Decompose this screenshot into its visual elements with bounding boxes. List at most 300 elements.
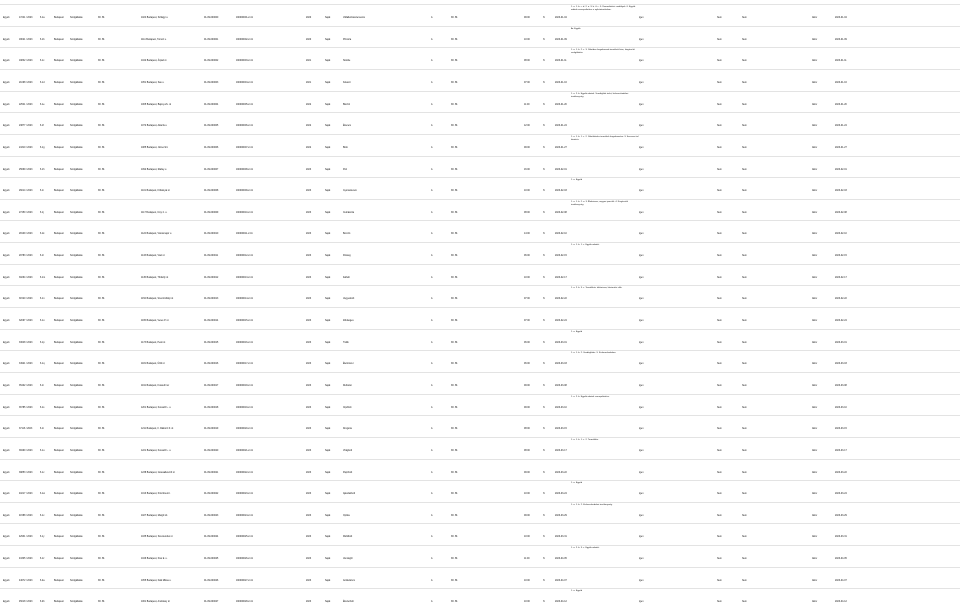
- table-cell: Nem: [717, 428, 722, 430]
- table-cell: Nem: [742, 407, 747, 409]
- table-cell: 2021: [306, 82, 312, 84]
- table-cell: 190000019-2-41: [236, 407, 253, 409]
- table-cell: Szolgáltatás: [70, 385, 83, 387]
- table-cell: Egyéb: [3, 320, 10, 322]
- table-cell: 190000014-2-41: [236, 298, 253, 300]
- table-cell: Kft. Bt.: [451, 407, 458, 409]
- table-cell: 2023-03-08: [835, 385, 847, 387]
- table-cell: A: [431, 39, 433, 41]
- table-cell: Kft. Bt.: [451, 472, 458, 474]
- table-cell: Étterem: [343, 125, 352, 127]
- table-cell: Szolgáltatás: [70, 82, 83, 84]
- table-cell: 6.1y: [40, 536, 45, 538]
- table-cell: Saját: [325, 212, 331, 214]
- table-cell: Igen: [639, 363, 644, 365]
- table-cell: A: [431, 17, 433, 19]
- table-cell: Nem: [742, 515, 747, 517]
- notes-cell: 1. a. 1. b. 1. c. 2. Termékkör.: [571, 439, 599, 441]
- table-cell: Szolgáltatás: [70, 450, 83, 452]
- table-cell: Pékség: [343, 255, 351, 257]
- table-cell: 2023: [306, 190, 312, 192]
- table-cell: Egyéb: [3, 428, 10, 430]
- table-cell: Nem: [742, 17, 747, 19]
- table-cell: Igen: [639, 60, 644, 62]
- table-cell: 07:00: [524, 320, 530, 322]
- table-cell: 26014 / 2023: [19, 190, 33, 192]
- table-cell: Aktív: [812, 363, 818, 365]
- table-cell: 06:00: [524, 255, 530, 257]
- table-cell: Italbolt: [343, 277, 350, 279]
- table-cell: Igen: [639, 320, 644, 322]
- table-cell: 2022: [306, 125, 312, 127]
- table-cell: 1101 Budapest, Kőbányai út: [141, 190, 170, 192]
- table-cell: 6.1l: [40, 255, 44, 257]
- table-cell: Aktív: [812, 169, 818, 171]
- table-cell: 190000008-2-41: [236, 169, 253, 171]
- table-cell: Szolgáltatás: [70, 212, 83, 214]
- table-row: [0, 220, 960, 243]
- table-cell: Aktív: [812, 558, 818, 560]
- table-cell: Virágbolt: [343, 450, 353, 452]
- table-cell: 190000004-2-41: [236, 82, 253, 84]
- table-cell: 01-09-000013: [204, 298, 219, 300]
- table-cell: 6.1c: [40, 60, 45, 62]
- table-cell: Igen: [639, 558, 644, 560]
- table-cell: 2023-03-29: [555, 515, 567, 517]
- table-cell: 41588 / 2023: [19, 515, 33, 517]
- table-cell: 2023-04-05: [835, 558, 847, 560]
- table-cell: Saját: [325, 558, 331, 560]
- table-cell: Saját: [325, 536, 331, 538]
- table-cell: Szolgáltatás: [70, 277, 83, 279]
- table-cell: Kft. Bt.: [451, 39, 458, 41]
- table-cell: N: [543, 39, 545, 41]
- table-cell: Saját: [325, 385, 331, 387]
- table-cell: A: [431, 212, 433, 214]
- table-cell: 2023-03-03: [555, 363, 567, 365]
- table-cell: Egyéb: [3, 385, 10, 387]
- table-cell: Kft. Bt.: [451, 255, 458, 257]
- table-cell: 2023-02-15: [555, 255, 567, 257]
- table-cell: 1072 Budapest, Akácfa u.: [141, 125, 168, 127]
- table-cell: 2023-03-31: [555, 536, 567, 538]
- table-cell: Papírbolt: [343, 472, 353, 474]
- table-cell: 1152 Budapest, Szentmihályi út: [141, 298, 174, 300]
- table-cell: Igen: [639, 39, 644, 41]
- table-cell: N: [543, 169, 545, 171]
- table-cell: N: [543, 493, 545, 495]
- table-cell: Aktív: [812, 580, 818, 582]
- notes-cell: 1. a. 2. b. 3. c. Termékkör: élelmiszer, háztartási cikk.: [571, 287, 623, 289]
- table-cell: N: [543, 17, 545, 19]
- table-cell: Kft. Bt.: [98, 147, 105, 149]
- table-cell: Nem: [717, 125, 722, 127]
- table-row: [0, 523, 960, 546]
- table-cell: Saját: [325, 580, 331, 582]
- table-cell: Saját: [325, 169, 331, 171]
- table-cell: 2023: [306, 407, 312, 409]
- table-cell: 1111 Budapest, Tomori u.: [141, 39, 167, 41]
- table-cell: Aktív: [812, 472, 818, 474]
- notes-cell: 1. a. Egyéb: [571, 482, 583, 484]
- table-cell: 24310 / 2023: [19, 147, 33, 149]
- table-cell: 190000027-2-41: [236, 580, 253, 582]
- table-cell: Igen: [639, 125, 644, 127]
- table-cell: Kft. Bt.: [451, 17, 458, 19]
- table-cell: Kft. Bt.: [98, 233, 105, 235]
- table-cell: Kft. Bt.: [98, 536, 105, 538]
- table-cell: Trafik: [343, 342, 349, 344]
- table-cell: Budapest: [54, 536, 64, 538]
- table-cell: Nem: [742, 277, 747, 279]
- table-cell: 2023-03-15: [555, 428, 567, 430]
- table-cell: 2023-04-12: [555, 601, 567, 603]
- table-cell: 40217 / 2023: [19, 493, 33, 495]
- table-cell: 09:00: [524, 17, 530, 19]
- table-cell: Szolgáltatás: [70, 493, 83, 495]
- table-cell: A: [431, 407, 433, 409]
- table-cell: Kft. Bt.: [451, 190, 458, 192]
- table-cell: 37116 / 2023: [19, 428, 33, 430]
- table-cell: 6.1b: [40, 39, 45, 41]
- table-cell: Ékszerbolt: [343, 601, 354, 603]
- table-cell: 2023: [306, 255, 312, 257]
- table-cell: Kft. Bt.: [98, 17, 105, 19]
- table-cell: Szolgáltatás: [70, 580, 83, 582]
- table-cell: 190000025-2-41: [236, 536, 253, 538]
- table-cell: 190000028-2-41: [236, 601, 253, 603]
- table-cell: Egyéb: [3, 17, 10, 19]
- table-row: [0, 437, 960, 460]
- table-cell: Pub: [343, 169, 348, 171]
- table-cell: N: [543, 472, 545, 474]
- table-cell: Kft. Bt.: [451, 363, 458, 365]
- table-cell: N: [543, 60, 545, 62]
- table-cell: 1238 Budapest, Grassalkovich út: [141, 472, 175, 474]
- table-row: [0, 242, 960, 265]
- table-cell: Kft. Bt.: [98, 255, 105, 257]
- table-cell: 33648 / 2023: [19, 342, 33, 344]
- table-cell: Igen: [639, 17, 644, 19]
- table-cell: 2023-02-08: [555, 212, 567, 214]
- table-cell: Kft. Bt.: [98, 104, 105, 106]
- table-cell: Budapest: [54, 60, 64, 62]
- table-cell: A: [431, 277, 433, 279]
- table-cell: Nem: [742, 428, 747, 430]
- notes-cell: 1. a. 1. b. 2. a. 3. Élelmiszer, vegyes iparcikk. 4. Kiegészítő tevékenység.: [571, 201, 629, 206]
- table-cell: 2023-02-22: [555, 298, 567, 300]
- table-cell: Kft. Bt.: [451, 147, 458, 149]
- table-cell: 1027 Budapest, Margit krt.: [141, 515, 168, 517]
- table-row: [0, 47, 960, 70]
- table-cell: Budapest: [54, 493, 64, 495]
- table-cell: N: [543, 233, 545, 235]
- table-cell: N: [543, 342, 545, 344]
- table-cell: Aktív: [812, 82, 818, 84]
- notes-cell: 1. a. 1. b. 2. Vendéglátás. 3. Kiskereskedelem.: [571, 352, 617, 354]
- table-cell: 190000020-2-41: [236, 428, 253, 430]
- table-cell: 6.1a: [40, 17, 45, 19]
- table-cell: Kft. Bt.: [98, 428, 105, 430]
- table-cell: Kft. Bt.: [98, 385, 105, 387]
- table-cell: 2023-03-17: [835, 450, 847, 452]
- notes-cell: 1. a. 1. b. 1. c. Egyéb adatok.: [571, 244, 600, 246]
- table-cell: 2023: [306, 450, 312, 452]
- table-cell: 2023-01-20: [835, 104, 847, 106]
- table-cell: Kft. Bt.: [98, 320, 105, 322]
- table-cell: Nem: [717, 342, 722, 344]
- table-cell: 08:00: [524, 428, 530, 430]
- table-cell: Büfé: [343, 147, 348, 149]
- table-cell: A: [431, 298, 433, 300]
- table-cell: A: [431, 60, 433, 62]
- table-cell: Nem: [742, 212, 747, 214]
- table-cell: 190000015-2-41: [236, 320, 253, 322]
- table-cell: A: [431, 385, 433, 387]
- table-cell: Nem: [742, 450, 747, 452]
- notes-cell: 1. a. 2. b. Egyéb adatok szerepeltetése.: [571, 396, 610, 398]
- table-cell: Nem: [717, 169, 722, 171]
- table-cell: 2023: [306, 363, 312, 365]
- table-cell: Zöldséges: [343, 320, 354, 322]
- table-cell: Ruházat: [343, 385, 352, 387]
- notes-cell: 1. a. Egyéb: [571, 590, 583, 592]
- table-cell: 190000018-2-41: [236, 385, 253, 387]
- table-cell: N: [543, 125, 545, 127]
- table-cell: Nem: [742, 60, 747, 62]
- table-cell: Kft. Bt.: [451, 212, 458, 214]
- table-cell: 31520 / 2023: [19, 298, 33, 300]
- table-cell: Kft. Bt.: [98, 407, 105, 409]
- table-cell: Kft. Bt.: [98, 39, 105, 41]
- table-cell: Szolgáltatás: [70, 104, 83, 106]
- table-cell: Saját: [325, 472, 331, 474]
- table-cell: 01-09-000020: [204, 450, 219, 452]
- table-cell: 1133 Budapest, Váci út: [141, 255, 165, 257]
- table-cell: 01-09-000014: [204, 320, 219, 322]
- table-cell: Egyéb: [3, 104, 10, 106]
- table-cell: Nem: [742, 493, 747, 495]
- table-cell: 09:00: [524, 515, 530, 517]
- table-cell: A: [431, 320, 433, 322]
- table-cell: 1221 Budapest, Kossuth L. u.: [141, 450, 172, 452]
- table-cell: Egyéb: [3, 472, 10, 474]
- table-cell: Nem: [717, 407, 722, 409]
- table-cell: Budapest: [54, 407, 64, 409]
- table-cell: N: [543, 104, 545, 106]
- table-cell: 2023-01-04: [555, 17, 567, 19]
- table-cell: Drogéria: [343, 428, 352, 430]
- table-row: [0, 350, 960, 373]
- table-cell: 2022: [306, 104, 312, 106]
- table-cell: Egyéb: [3, 580, 10, 582]
- table-cell: A: [431, 255, 433, 257]
- table-cell: 2023-01-16: [835, 82, 847, 84]
- table-cell: 19832 / 2023: [19, 60, 33, 62]
- table-cell: 2023-04-07: [555, 580, 567, 582]
- table-cell: Aktív: [812, 255, 818, 257]
- table-cell: Kft. Bt.: [451, 536, 458, 538]
- table-cell: Aktív: [812, 60, 818, 62]
- table-cell: Egyéb: [3, 255, 10, 257]
- table-cell: Saját: [325, 277, 331, 279]
- table-cell: Saját: [325, 450, 331, 452]
- table-cell: Szolgáltatás: [70, 320, 83, 322]
- table-cell: Kft. Bt.: [98, 342, 105, 344]
- table-cell: Kft. Bt.: [98, 190, 105, 192]
- table-cell: Cukrászda: [343, 212, 354, 214]
- table-cell: 2023: [306, 277, 312, 279]
- table-cell: Nem: [742, 190, 747, 192]
- table-cell: Vegyesbolt: [343, 298, 355, 300]
- table-cell: 1191 Budapest, Kossuth tér: [141, 385, 170, 387]
- table-cell: 6.1j: [40, 212, 44, 214]
- table-cell: Szolgáltatás: [70, 255, 83, 257]
- table-cell: 190000026-2-41: [236, 558, 253, 560]
- table-cell: Nem: [717, 233, 722, 235]
- table-cell: Egyéb: [3, 212, 10, 214]
- table-cell: Aktív: [812, 515, 818, 517]
- table-cell: Egyéb: [3, 450, 10, 452]
- table-cell: 2023-01-11: [555, 60, 567, 62]
- table-cell: Nem: [717, 363, 722, 365]
- notes-cell: 1. a. Egyéb: [571, 179, 583, 181]
- table-cell: 190000016-2-41: [236, 342, 253, 344]
- table-cell: Nem: [742, 536, 747, 538]
- table-cell: 45018 / 2023: [19, 601, 33, 603]
- table-cell: 07:00: [524, 298, 530, 300]
- table-cell: Nem: [717, 277, 722, 279]
- table-cell: Kft. Bt.: [451, 428, 458, 430]
- table-cell: N: [543, 407, 545, 409]
- table-cell: Budapest: [54, 558, 64, 560]
- table-cell: N: [543, 82, 545, 84]
- table-cell: Saját: [325, 515, 331, 517]
- table-cell: Saját: [325, 428, 331, 430]
- table-cell: Budapest: [54, 17, 64, 19]
- table-cell: Igen: [639, 536, 644, 538]
- table-cell: 2020: [306, 17, 312, 19]
- table-cell: Nem: [717, 255, 722, 257]
- table-cell: 1046 Budapest, Kiss E. u.: [141, 558, 168, 560]
- table-cell: Saját: [325, 342, 331, 344]
- table-cell: Egyéb: [3, 536, 10, 538]
- table-cell: A: [431, 233, 433, 235]
- table-cell: Szolgáltatás: [70, 60, 83, 62]
- table-cell: Nem: [742, 125, 747, 127]
- table-cell: 6.1u: [40, 450, 45, 452]
- table-cell: 28109 / 2023: [19, 233, 33, 235]
- table-cell: Aktív: [812, 147, 818, 149]
- table-cell: 01-09-000009: [204, 212, 219, 214]
- table-cell: Budapest: [54, 277, 64, 279]
- table-cell: Budapest: [54, 298, 64, 300]
- table-cell: Saját: [325, 298, 331, 300]
- table-cell: 10:00: [524, 536, 530, 538]
- table-cell: 06:00: [524, 363, 530, 365]
- table-cell: Pizzéria: [343, 39, 352, 41]
- table-cell: Igen: [639, 104, 644, 106]
- table-cell: 01-09-000001: [204, 39, 219, 41]
- table-cell: 08:00: [524, 212, 530, 214]
- table-cell: Borozó: [343, 233, 351, 235]
- table-cell: Szolgáltatás: [70, 536, 83, 538]
- table-cell: Nem: [717, 147, 722, 149]
- table-cell: Nem: [717, 580, 722, 582]
- table-cell: 6.1g: [40, 147, 45, 149]
- table-cell: Saját: [325, 147, 331, 149]
- table-row: [0, 480, 960, 503]
- table-cell: 190000021-2-41: [236, 450, 253, 452]
- table-cell: Aktív: [812, 212, 818, 214]
- table-cell: 01-09-000012: [204, 277, 219, 279]
- table-row: [0, 264, 960, 287]
- table-cell: 01-09-000000: [204, 17, 219, 19]
- notes-cell: 1. a. 1. b. c. d. 2. a. 3. b. 4. c. 5. Üzemeltetési szabályok. 6. Egyéb adatok szerepeltetése a nyilvántartásban.: [571, 6, 636, 11]
- table-cell: 2023: [306, 320, 312, 322]
- table-cell: 2023-03-31: [835, 536, 847, 538]
- table-cell: 10:00: [524, 277, 530, 279]
- table-cell: Saját: [325, 407, 331, 409]
- table-cell: Szolgáltatás: [70, 472, 83, 474]
- table-row: [0, 329, 960, 352]
- table-cell: 190000024-2-41: [236, 515, 253, 517]
- table-cell: Egyéb: [3, 39, 10, 41]
- table-cell: 01-09-000025: [204, 558, 219, 560]
- table-cell: 2023: [306, 558, 312, 560]
- table-cell: 2023-01-16: [555, 82, 567, 84]
- table-row: [0, 394, 960, 417]
- table-cell: 1061 Budapest, Andrássy út: [141, 601, 170, 603]
- table-row: [0, 502, 960, 525]
- table-cell: Saját: [325, 125, 331, 127]
- table-cell: 01-09-000022: [204, 493, 219, 495]
- table-cell: Szolgáltatás: [70, 428, 83, 430]
- table-cell: Budapest: [54, 450, 64, 452]
- notes-cell: 1. a. Egyéb: [571, 331, 583, 333]
- table-cell: 22541 / 2023: [19, 104, 33, 106]
- table-cell: 01-09-000021: [204, 472, 219, 474]
- table-cell: Szolgáltatás: [70, 169, 83, 171]
- table-cell: 30264 / 2023: [19, 277, 33, 279]
- table-cell: Nem: [717, 39, 722, 41]
- table-cell: Igen: [639, 190, 644, 192]
- table-cell: Kft. Bt.: [98, 472, 105, 474]
- table-cell: 6.1t: [40, 428, 44, 430]
- table-cell: Kft. Bt.: [98, 212, 105, 214]
- table-cell: Aktív: [812, 277, 818, 279]
- table-cell: 01-09-000023: [204, 515, 219, 517]
- table-cell: Ajándékbolt: [343, 493, 356, 495]
- table-cell: Budapest: [54, 342, 64, 344]
- table-cell: N: [543, 536, 545, 538]
- table-cell: Nem: [717, 558, 722, 560]
- table-cell: 2023-03-24: [835, 493, 847, 495]
- table-cell: Aktív: [812, 320, 818, 322]
- table-cell: 11:00: [524, 558, 530, 560]
- table-cell: 2023: [306, 342, 312, 344]
- table-cell: 2021: [306, 60, 312, 62]
- table-cell: Szolgáltatás: [70, 147, 83, 149]
- table-cell: Nem: [742, 558, 747, 560]
- table-cell: 16:00: [524, 169, 530, 171]
- notes-cell: 1. a. 2. b. 3. c. Egyéb adatok.: [571, 547, 600, 549]
- table-row: [0, 459, 960, 482]
- table-cell: 42931 / 2023: [19, 536, 33, 538]
- table-row: [0, 4, 960, 27]
- table-row: [0, 307, 960, 330]
- table-cell: 09:00: [524, 147, 530, 149]
